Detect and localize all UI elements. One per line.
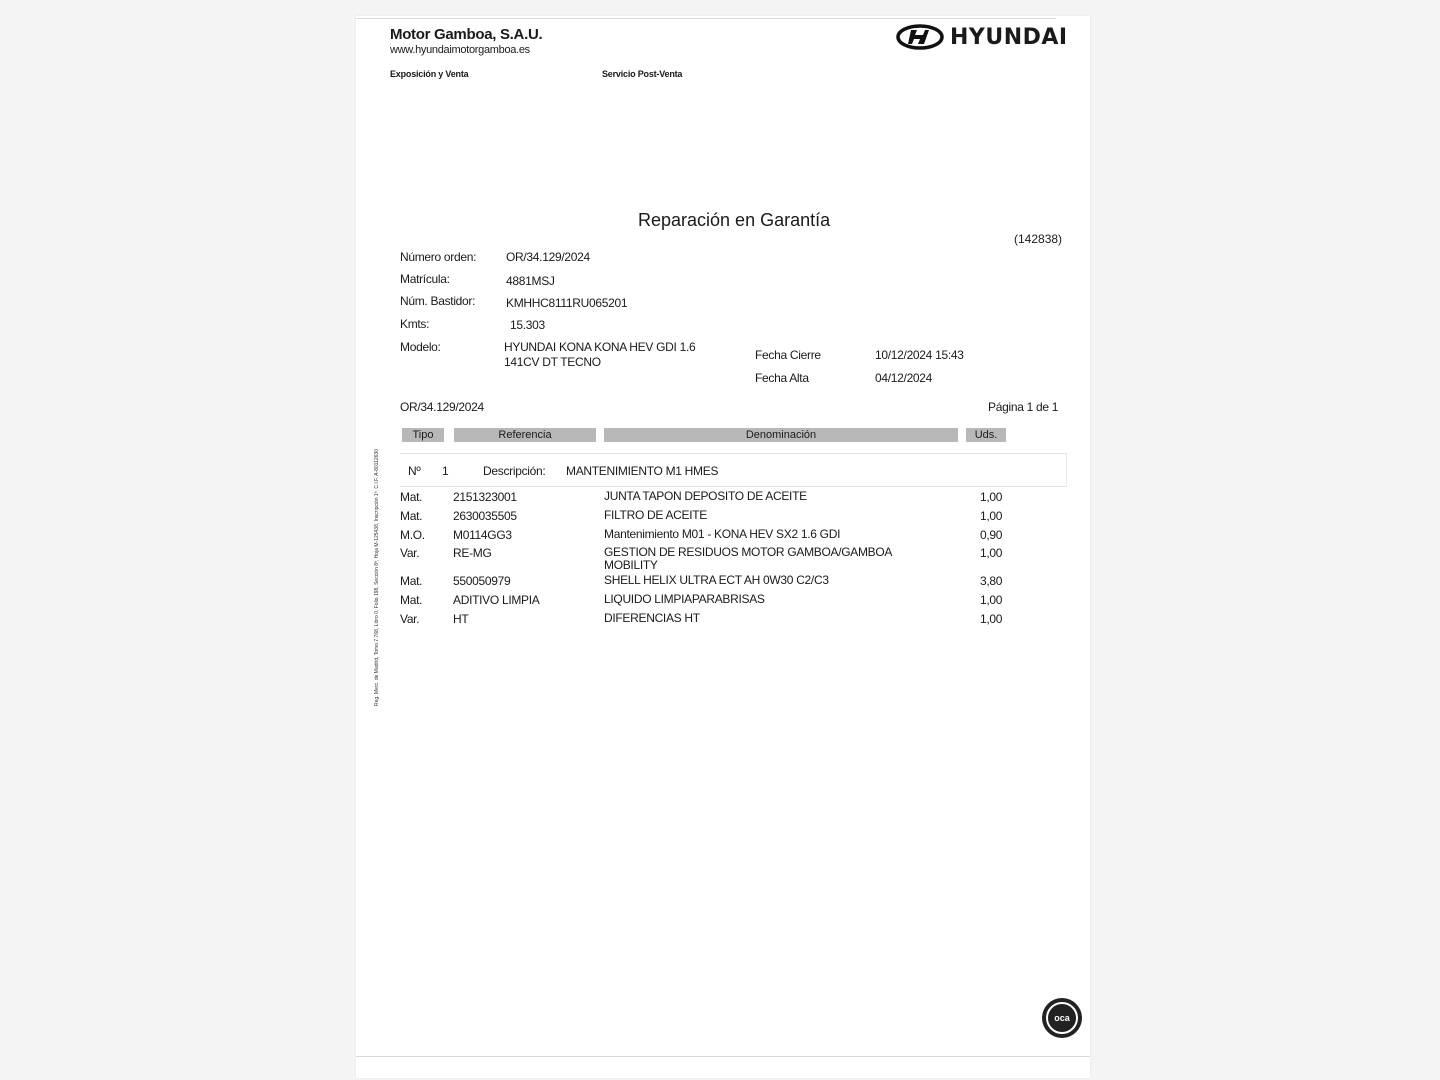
open-date-label: Fecha Alta bbox=[755, 371, 809, 385]
row-uds: 0,90 bbox=[980, 528, 1003, 542]
oca-certification-icon bbox=[1042, 998, 1082, 1038]
row-den: Mantenimiento M01 - KONA HEV SX2 1.6 GDI bbox=[604, 527, 841, 541]
row-den: LIQUIDO LIMPIAPARABRISAS bbox=[604, 592, 765, 606]
dept-sales: Exposición y Venta bbox=[390, 69, 469, 79]
row-uds: 1,00 bbox=[980, 490, 1003, 504]
row-uds: 1,00 bbox=[980, 593, 1003, 607]
row-ref: M0114GG3 bbox=[453, 528, 512, 542]
row-uds: 1,00 bbox=[980, 509, 1003, 523]
model-value: HYUNDAI KONA KONA HEV GDI 1.6 141CV DT TECNO bbox=[504, 340, 696, 369]
registry-side-text: Reg. Merc. de Madrid, Tomo 7.768, Libro 0, Folio 198, Sección 8ª, Hoja M-125438, Inscripción 1ª. C.I.F. A-80112630 bbox=[374, 449, 380, 706]
row-uds: 1,00 bbox=[980, 546, 1003, 560]
row-ref: HT bbox=[453, 612, 469, 626]
header-denominacion: Denominación bbox=[604, 428, 958, 442]
row-uds: 1,00 bbox=[980, 612, 1003, 626]
row-tipo: Var. bbox=[400, 612, 420, 626]
company-name: Motor Gamboa, S.A.U. bbox=[390, 26, 543, 43]
row-ref: RE-MG bbox=[453, 546, 492, 560]
row-tipo: Mat. bbox=[400, 490, 423, 504]
row-tipo: Mat. bbox=[400, 593, 423, 607]
model-label: Modelo: bbox=[400, 340, 441, 354]
header-tipo: Tipo bbox=[402, 428, 444, 442]
close-date-value: 10/12/2024 15:43 bbox=[875, 348, 964, 362]
header-referencia: Referencia bbox=[454, 428, 596, 442]
order-value: OR/34.129/2024 bbox=[506, 250, 590, 264]
page-number: Página 1 de 1 bbox=[988, 400, 1059, 414]
row-den: JUNTA TAPON DEPOSITO DE ACEITE bbox=[604, 489, 807, 503]
row-tipo: Var. bbox=[400, 546, 420, 560]
section-number: 1 bbox=[442, 464, 449, 478]
row-tipo: Mat. bbox=[400, 574, 423, 588]
document-title: Reparación en Garantía bbox=[638, 210, 831, 230]
row-den: GESTION DE RESIDUOS MOTOR GAMBOA/GAMBOA MOBILITY bbox=[604, 545, 892, 572]
plate-value: 4881MSJ bbox=[506, 274, 555, 288]
document-id: (142838) bbox=[1014, 232, 1063, 246]
section-desc: MANTENIMIENTO M1 HMES bbox=[566, 464, 719, 478]
row-ref: ADITIVO LIMPIA bbox=[453, 593, 540, 607]
row-den: SHELL HELIX ULTRA ECT AH 0W30 C2/C3 bbox=[604, 573, 829, 587]
brand-wordmark: HYUNDAI bbox=[950, 24, 1068, 50]
kms-label: Kmts: bbox=[400, 317, 430, 331]
hyundai-logo bbox=[896, 24, 1068, 50]
company-website: www.hyundaimotorgamboa.es bbox=[390, 44, 530, 56]
row-ref: 2630035505 bbox=[453, 509, 517, 523]
section-header bbox=[400, 453, 1067, 487]
kms-value: 15.303 bbox=[510, 318, 545, 332]
plate-label: Matrícula: bbox=[400, 272, 450, 286]
dept-service: Servicio Post-Venta bbox=[602, 69, 683, 79]
row-den: DIFERENCIAS HT bbox=[604, 611, 700, 625]
row-tipo: M.O. bbox=[400, 528, 425, 542]
document-page bbox=[356, 16, 1090, 1078]
hyundai-emblem-icon bbox=[896, 24, 944, 50]
header-uds: Uds. bbox=[966, 428, 1006, 442]
close-date-label: Fecha Cierre bbox=[755, 348, 821, 362]
order-label: Número orden: bbox=[400, 250, 477, 264]
row-den: FILTRO DE ACEITE bbox=[604, 508, 707, 522]
row-ref: 2151323001 bbox=[453, 490, 517, 504]
row-ref: 550050979 bbox=[453, 574, 511, 588]
section-number-label: Nº bbox=[408, 464, 421, 478]
order-ref: OR/34.129/2024 bbox=[400, 400, 484, 414]
oca-badge-label: oca bbox=[1046, 1002, 1078, 1034]
vin-label: Núm. Bastidor: bbox=[400, 294, 476, 308]
section-desc-label: Descripción: bbox=[483, 464, 546, 478]
row-tipo: Mat. bbox=[400, 509, 423, 523]
vin-value: KMHHC8111RU065201 bbox=[506, 296, 628, 310]
row-uds: 3,80 bbox=[980, 574, 1003, 588]
open-date-value: 04/12/2024 bbox=[875, 371, 933, 385]
